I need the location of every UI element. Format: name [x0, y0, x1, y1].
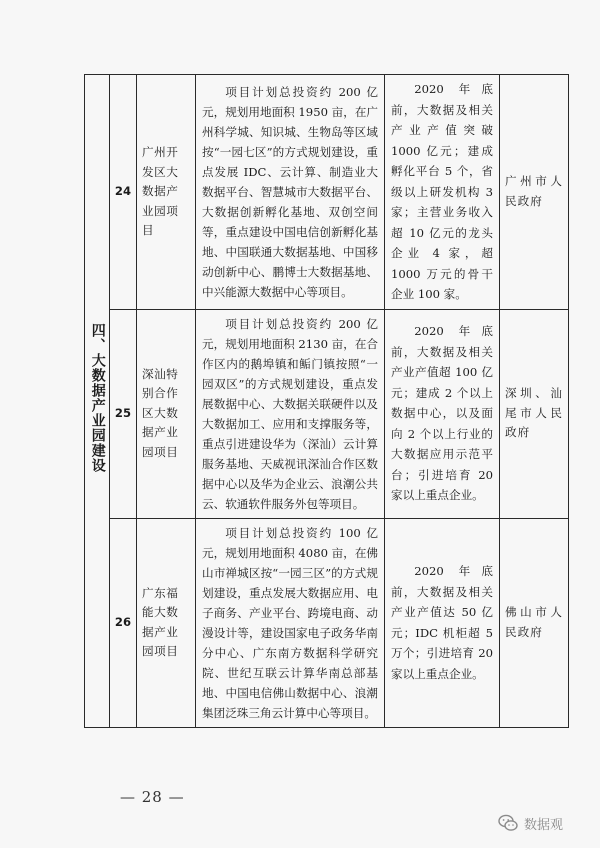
- responsible-unit: 佛山市人民政府: [500, 518, 569, 727]
- project-name: 广州开发区大数据产业园项目: [137, 75, 196, 310]
- wechat-icon: [498, 813, 518, 833]
- project-name: 广东福能大数据产业园项目: [137, 518, 196, 727]
- project-content-text: 项目计划总投资约 100 亿元，规划用地面积 4080 亩，在佛山市禅城区按“一园三区”的方式规划建设，重点发展大数据应用、电子商务、产业平台、跨境电商、动漫设计等，建设国家电子政务华南分中心、广东南方数据科学研究院、世纪互联云计算华南总部基地、中国电信佛山数据中心、浪潮集团泛珠三角云计算中心等项目。: [202, 525, 379, 720]
- row-number: 24: [110, 75, 137, 310]
- row-number: 25: [110, 309, 137, 518]
- project-content: [196, 309, 385, 518]
- project-target: [385, 309, 500, 518]
- project-content: [196, 518, 385, 727]
- project-target: [385, 75, 500, 310]
- project-target: [385, 518, 500, 727]
- section-cell: [85, 75, 110, 728]
- watermark-text: 数据观: [524, 817, 564, 833]
- section-title: 四、大数据产业园建设: [89, 322, 106, 473]
- project-content-text: 项目计划总投资约 200 亿元，规划用地面积 2130 亩，在合作区内的鹅埠镇和鲘门镇按照“一园双区”的方式规划建设，重点发展数据中心、大数据关联硬件以及大数据加工、应用和支撑服务等，重点引进建设华为（深汕）云计算服务基地、天威视讯深汕合作区数据中心以及华为企业云、浪潮公共云、软通软件服务外包等项目。: [202, 316, 379, 511]
- project-content: [196, 75, 385, 310]
- row-number: 26: [110, 518, 137, 727]
- project-target-text: 2020 年底前，大数据及相关产业产值达 50 亿元；IDC 机柜超 5 万个；引进培育 20 家以上重点企业。: [391, 564, 493, 681]
- watermark: [498, 813, 563, 833]
- project-content-text: 项目计划总投资约 200 亿元，规划用地面积 1950 亩，在广州科学城、知识城、生物岛等区域按“一园七区”的方式规划建设，重点发展 IDC、云计算、制造业大数据平台、智慧城市大数据平台、大数据创新孵化基地、双创空间等，重点建设中国电信创新孵化基地、中国联通大数据基地、中国移动创新中心、鹏博士大数据基地、中兴能源大数据中心等项目。: [202, 84, 379, 299]
- page-number: — 28 —: [120, 788, 185, 806]
- project-target-text: 2020 年底前，大数据及相关产业产值突破 1000 亿元；建成孵化平台 5 个，省级以上研发机构 3 家；主营业务收入超 10 亿元的龙头企业 4 家，超 1000 万元的骨干企业 100 家。: [391, 82, 493, 301]
- project-target-text: 2020 年底前，大数据及相关产业产值超 100 亿元；建成 2 个以上数据中心，以及面向 2 个以上行业的大数据应用示范平台；引进培育 20 家以上重点企业。: [391, 324, 493, 503]
- table-row: [85, 309, 569, 518]
- responsible-unit: 广州市人民政府: [500, 75, 569, 310]
- table-row: [85, 518, 569, 727]
- project-name: 深汕特别合作区大数据产业园项目: [137, 309, 196, 518]
- responsible-unit: 深圳、汕尾市人民政府: [500, 309, 569, 518]
- project-table: [84, 74, 569, 728]
- table-row: [85, 75, 569, 310]
